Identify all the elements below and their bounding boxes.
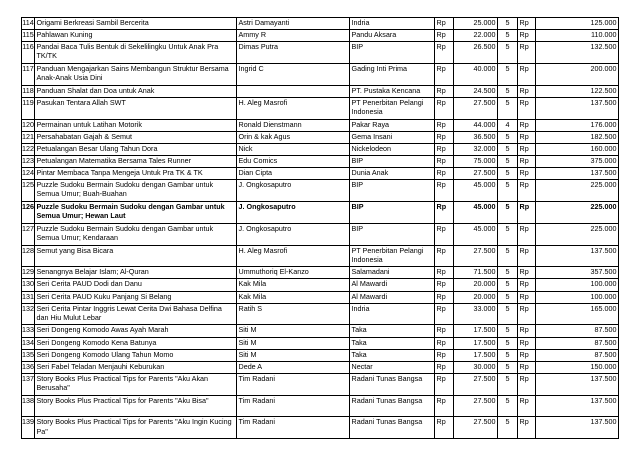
book-title: Puzzle Sudoku Bermain Sudoku dengan Gambar untuk Semua Umur; Hewan Laut: [35, 201, 237, 223]
total-amount: 110.000: [536, 30, 619, 42]
row-number: 129: [22, 267, 35, 279]
unit-price: 32.000: [454, 143, 498, 155]
publisher-name: Dunia Anak: [350, 168, 435, 180]
currency-label: Rp: [435, 361, 454, 373]
table-row: [22, 245, 619, 267]
author-name: Tim Radani: [237, 373, 350, 395]
quantity: 5: [498, 395, 518, 417]
currency-label: Rp: [435, 18, 454, 30]
table-row: [22, 42, 619, 64]
publisher-name: BIP: [350, 180, 435, 202]
quantity: 5: [498, 373, 518, 395]
currency-label: Rp: [435, 223, 454, 245]
unit-price: 27.500: [454, 168, 498, 180]
currency-label: Rp: [518, 30, 536, 42]
quantity: 5: [498, 63, 518, 85]
publisher-name: Taka: [350, 349, 435, 361]
author-name: Ingrid C: [237, 63, 350, 85]
quantity: 5: [498, 30, 518, 42]
author-name: Ummuthoriq El-Kanzo: [237, 267, 350, 279]
total-amount: 182.500: [536, 131, 619, 143]
quantity: 5: [498, 201, 518, 223]
quantity: 5: [498, 143, 518, 155]
unit-price: 36.500: [454, 131, 498, 143]
table-row: [22, 325, 619, 337]
publisher-name: Al Mawardi: [350, 291, 435, 303]
row-number: 114: [22, 18, 35, 30]
currency-label: Rp: [518, 417, 536, 439]
unit-price: 27.500: [454, 417, 498, 439]
total-amount: 125.000: [536, 18, 619, 30]
quantity: 5: [498, 279, 518, 291]
total-amount: 137.500: [536, 417, 619, 439]
book-title: Senangnya Belajar Islam; Al-Quran: [35, 267, 237, 279]
book-title: Pandai Baca Tulis Bentuk di Sekelilingku Untuk Anak Pra TK/TK: [35, 42, 237, 64]
book-title: Puzzle Sudoku Bermain Sudoku dengan Gambar untuk Semua Umur; Buah-Buahan: [35, 180, 237, 202]
total-amount: 100.000: [536, 291, 619, 303]
publisher-name: BIP: [350, 223, 435, 245]
unit-price: 71.500: [454, 267, 498, 279]
total-amount: 160.000: [536, 143, 619, 155]
publisher-name: Radani Tunas Bangsa: [350, 417, 435, 439]
total-amount: 87.500: [536, 325, 619, 337]
quantity: 5: [498, 18, 518, 30]
row-number: 120: [22, 119, 35, 131]
publisher-name: Indria: [350, 303, 435, 325]
currency-label: Rp: [435, 291, 454, 303]
currency-label: Rp: [435, 325, 454, 337]
author-name: Ammy R: [237, 30, 350, 42]
author-name: Dimas Putra: [237, 42, 350, 64]
book-title: Story Books Plus Practical Tips for Parents "Aku Akan Berusaha": [35, 373, 237, 395]
currency-label: Rp: [435, 279, 454, 291]
unit-price: 22.000: [454, 30, 498, 42]
currency-label: Rp: [435, 267, 454, 279]
table-row: [22, 395, 619, 417]
quantity: 5: [498, 325, 518, 337]
table-row: [22, 417, 619, 439]
row-number: 116: [22, 42, 35, 64]
unit-price: 75.000: [454, 155, 498, 167]
publisher-name: PT Penerbitan Pelangi Indonesia: [350, 97, 435, 119]
unit-price: 45.000: [454, 180, 498, 202]
total-amount: 375.000: [536, 155, 619, 167]
table-row: [22, 279, 619, 291]
author-name: J. Ongkosaputro: [237, 223, 350, 245]
row-number: 137: [22, 373, 35, 395]
currency-label: Rp: [518, 349, 536, 361]
table-row: [22, 337, 619, 349]
total-amount: 165.000: [536, 303, 619, 325]
currency-label: Rp: [435, 42, 454, 64]
unit-price: 40.000: [454, 63, 498, 85]
unit-price: 27.500: [454, 245, 498, 267]
row-number: 138: [22, 395, 35, 417]
currency-label: Rp: [518, 63, 536, 85]
publisher-name: Radani Tunas Bangsa: [350, 395, 435, 417]
row-number: 139: [22, 417, 35, 439]
unit-price: 25.000: [454, 18, 498, 30]
quantity: 5: [498, 155, 518, 167]
currency-label: Rp: [435, 168, 454, 180]
author-name: H. Aleg Masrofi: [237, 97, 350, 119]
book-title: Semut yang Bisa Bicara: [35, 245, 237, 267]
unit-price: 45.000: [454, 223, 498, 245]
currency-label: Rp: [435, 373, 454, 395]
row-number: 124: [22, 168, 35, 180]
row-number: 135: [22, 349, 35, 361]
row-number: 132: [22, 303, 35, 325]
publisher-name: PT. Pustaka Kencana: [350, 85, 435, 97]
author-name: Dian Cipta: [237, 168, 350, 180]
book-title: Seri Cerita PAUD Kuku Panjang Si Belang: [35, 291, 237, 303]
publisher-name: Al Mawardi: [350, 279, 435, 291]
quantity: 5: [498, 245, 518, 267]
row-number: 115: [22, 30, 35, 42]
row-number: 123: [22, 155, 35, 167]
currency-label: Rp: [518, 279, 536, 291]
unit-price: 26.500: [454, 42, 498, 64]
total-amount: 87.500: [536, 337, 619, 349]
currency-label: Rp: [518, 85, 536, 97]
unit-price: 45.000: [454, 201, 498, 223]
unit-price: 17.500: [454, 337, 498, 349]
total-amount: 132.500: [536, 42, 619, 64]
unit-price: 17.500: [454, 349, 498, 361]
book-title: Pahlawan Kuning: [35, 30, 237, 42]
book-list-table: [21, 17, 619, 439]
currency-label: Rp: [518, 245, 536, 267]
currency-label: Rp: [518, 119, 536, 131]
publisher-name: Gema Insani: [350, 131, 435, 143]
quantity: 4: [498, 119, 518, 131]
currency-label: Rp: [435, 119, 454, 131]
currency-label: Rp: [518, 143, 536, 155]
unit-price: 30.000: [454, 361, 498, 373]
currency-label: Rp: [518, 42, 536, 64]
total-amount: 225.000: [536, 180, 619, 202]
table-body: [22, 18, 619, 439]
total-amount: 137.500: [536, 97, 619, 119]
currency-label: Rp: [518, 180, 536, 202]
quantity: 5: [498, 97, 518, 119]
table-row: [22, 85, 619, 97]
table-row: [22, 119, 619, 131]
currency-label: Rp: [518, 373, 536, 395]
unit-price: 27.500: [454, 97, 498, 119]
book-title: Persahabatan Gajah & Semut: [35, 131, 237, 143]
row-number: 133: [22, 325, 35, 337]
currency-label: Rp: [435, 245, 454, 267]
author-name: Siti M: [237, 325, 350, 337]
currency-label: Rp: [518, 361, 536, 373]
quantity: 5: [498, 303, 518, 325]
author-name: Siti M: [237, 349, 350, 361]
publisher-name: Indria: [350, 18, 435, 30]
table-row: [22, 180, 619, 202]
total-amount: 357.500: [536, 267, 619, 279]
table-row: [22, 201, 619, 223]
quantity: 5: [498, 168, 518, 180]
book-title: Story Books Plus Practical Tips for Parents "Aku Ingin Kucing Pa": [35, 417, 237, 439]
currency-label: Rp: [435, 131, 454, 143]
table-row: [22, 155, 619, 167]
currency-label: Rp: [518, 18, 536, 30]
table-row: [22, 267, 619, 279]
unit-price: 27.500: [454, 395, 498, 417]
publisher-name: Taka: [350, 325, 435, 337]
quantity: 5: [498, 291, 518, 303]
currency-label: Rp: [518, 201, 536, 223]
table-row: [22, 63, 619, 85]
total-amount: 225.000: [536, 201, 619, 223]
publisher-name: Nectar: [350, 361, 435, 373]
unit-price: 20.000: [454, 291, 498, 303]
publisher-name: BIP: [350, 155, 435, 167]
unit-price: 27.500: [454, 373, 498, 395]
book-title: Pintar Membaca Tanpa Mengeja Untuk Pra TK & TK: [35, 168, 237, 180]
currency-label: Rp: [518, 325, 536, 337]
currency-label: Rp: [435, 303, 454, 325]
total-amount: 87.500: [536, 349, 619, 361]
total-amount: 176.000: [536, 119, 619, 131]
unit-price: 20.000: [454, 279, 498, 291]
author-name: Tim Radani: [237, 417, 350, 439]
currency-label: Rp: [435, 85, 454, 97]
table-row: [22, 131, 619, 143]
row-number: 122: [22, 143, 35, 155]
currency-label: Rp: [435, 337, 454, 349]
author-name: J. Ongkosaputro: [237, 201, 350, 223]
author-name: Siti M: [237, 337, 350, 349]
table-row: [22, 361, 619, 373]
table-row: [22, 223, 619, 245]
unit-price: 44.000: [454, 119, 498, 131]
unit-price: 24.500: [454, 85, 498, 97]
currency-label: Rp: [435, 63, 454, 85]
currency-label: Rp: [518, 267, 536, 279]
currency-label: Rp: [518, 223, 536, 245]
row-number: 136: [22, 361, 35, 373]
row-number: 119: [22, 97, 35, 119]
author-name: Edu Comics: [237, 155, 350, 167]
table-row: [22, 291, 619, 303]
book-title: Seri Cerita PAUD Dodi dan Danu: [35, 279, 237, 291]
total-amount: 122.500: [536, 85, 619, 97]
total-amount: 137.500: [536, 245, 619, 267]
row-number: 127: [22, 223, 35, 245]
row-number: 118: [22, 85, 35, 97]
total-amount: 225.000: [536, 223, 619, 245]
publisher-name: PT Penerbitan Pelangi Indonesia: [350, 245, 435, 267]
currency-label: Rp: [435, 417, 454, 439]
author-name: Kak Mila: [237, 279, 350, 291]
author-name: Ronald Dienstmann: [237, 119, 350, 131]
author-name: H. Aleg Masrofi: [237, 245, 350, 267]
book-title: Petualangan Besar Ulang Tahun Dora: [35, 143, 237, 155]
total-amount: 100.000: [536, 279, 619, 291]
currency-label: Rp: [435, 395, 454, 417]
currency-label: Rp: [435, 97, 454, 119]
currency-label: Rp: [518, 291, 536, 303]
publisher-name: Pakar Raya: [350, 119, 435, 131]
author-name: Dede A: [237, 361, 350, 373]
table-row: [22, 97, 619, 119]
row-number: 128: [22, 245, 35, 267]
book-title: Seri Dongeng Komodo Awas Ayah Marah: [35, 325, 237, 337]
publisher-name: Gading Inti Prima: [350, 63, 435, 85]
unit-price: 33.000: [454, 303, 498, 325]
total-amount: 137.500: [536, 168, 619, 180]
total-amount: 137.500: [536, 373, 619, 395]
publisher-name: BIP: [350, 201, 435, 223]
book-title: Seri Dongeng Komodo Kena Batunya: [35, 337, 237, 349]
table-row: [22, 349, 619, 361]
book-title: Seri Cerita Pintar Inggris Lewat Cerita Dwi Bahasa Delfina dan Hiu Mulut Lebar: [35, 303, 237, 325]
row-number: 125: [22, 180, 35, 202]
currency-label: Rp: [518, 155, 536, 167]
author-name: Ratih S: [237, 303, 350, 325]
quantity: 5: [498, 180, 518, 202]
quantity: 5: [498, 223, 518, 245]
unit-price: 17.500: [454, 325, 498, 337]
author-name: Orin & kak Agus: [237, 131, 350, 143]
currency-label: Rp: [435, 201, 454, 223]
book-title: Seri Fabel Teladan Menjauhi Keburukan: [35, 361, 237, 373]
table-row: [22, 373, 619, 395]
publisher-name: Nickelodeon: [350, 143, 435, 155]
table-row: [22, 18, 619, 30]
publisher-name: Salamadani: [350, 267, 435, 279]
book-title: Petualangan Matematika Bersama Tales Runner: [35, 155, 237, 167]
quantity: 5: [498, 361, 518, 373]
author-name: Astri Damayanti: [237, 18, 350, 30]
currency-label: Rp: [518, 337, 536, 349]
author-name: Tim Radani: [237, 395, 350, 417]
publisher-name: Taka: [350, 337, 435, 349]
row-number: 130: [22, 279, 35, 291]
quantity: 5: [498, 85, 518, 97]
author-name: Nick: [237, 143, 350, 155]
book-title: Origami Berkreasi Sambil Bercerita: [35, 18, 237, 30]
currency-label: Rp: [518, 303, 536, 325]
row-number: 117: [22, 63, 35, 85]
quantity: 5: [498, 417, 518, 439]
quantity: 5: [498, 131, 518, 143]
book-title: Panduan Mengajarkan Sains Membangun Struktur Bersama Anak-Anak Usia Dini: [35, 63, 237, 85]
currency-label: Rp: [518, 395, 536, 417]
book-title: Story Books Plus Practical Tips for Parents "Aku Bisa": [35, 395, 237, 417]
row-number: 131: [22, 291, 35, 303]
book-title: Panduan Shalat dan Doa untuk Anak: [35, 85, 237, 97]
total-amount: 137.500: [536, 395, 619, 417]
quantity: 5: [498, 267, 518, 279]
publisher-name: Radani Tunas Bangsa: [350, 373, 435, 395]
book-title: Pasukan Tentara Allah SWT: [35, 97, 237, 119]
quantity: 5: [498, 337, 518, 349]
publisher-name: BIP: [350, 42, 435, 64]
currency-label: Rp: [435, 143, 454, 155]
table-row: [22, 143, 619, 155]
author-name: Kak Mila: [237, 291, 350, 303]
book-title: Puzzle Sudoku Bermain Sudoku dengan Gambar untuk Semua Umur; Kendaraan: [35, 223, 237, 245]
table-row: [22, 303, 619, 325]
currency-label: Rp: [518, 97, 536, 119]
quantity: 5: [498, 42, 518, 64]
currency-label: Rp: [518, 131, 536, 143]
currency-label: Rp: [518, 168, 536, 180]
quantity: 5: [498, 349, 518, 361]
row-number: 126: [22, 201, 35, 223]
book-title: Permainan untuk Latihan Motorik: [35, 119, 237, 131]
author-name: [237, 85, 350, 97]
currency-label: Rp: [435, 155, 454, 167]
row-number: 121: [22, 131, 35, 143]
total-amount: 150.000: [536, 361, 619, 373]
table-row: [22, 168, 619, 180]
currency-label: Rp: [435, 180, 454, 202]
currency-label: Rp: [435, 30, 454, 42]
row-number: 134: [22, 337, 35, 349]
publisher-name: Pandu Aksara: [350, 30, 435, 42]
book-title: Seri Dongeng Komodo Ulang Tahun Momo: [35, 349, 237, 361]
total-amount: 200.000: [536, 63, 619, 85]
author-name: J. Ongkosaputro: [237, 180, 350, 202]
table-row: [22, 30, 619, 42]
currency-label: Rp: [435, 349, 454, 361]
